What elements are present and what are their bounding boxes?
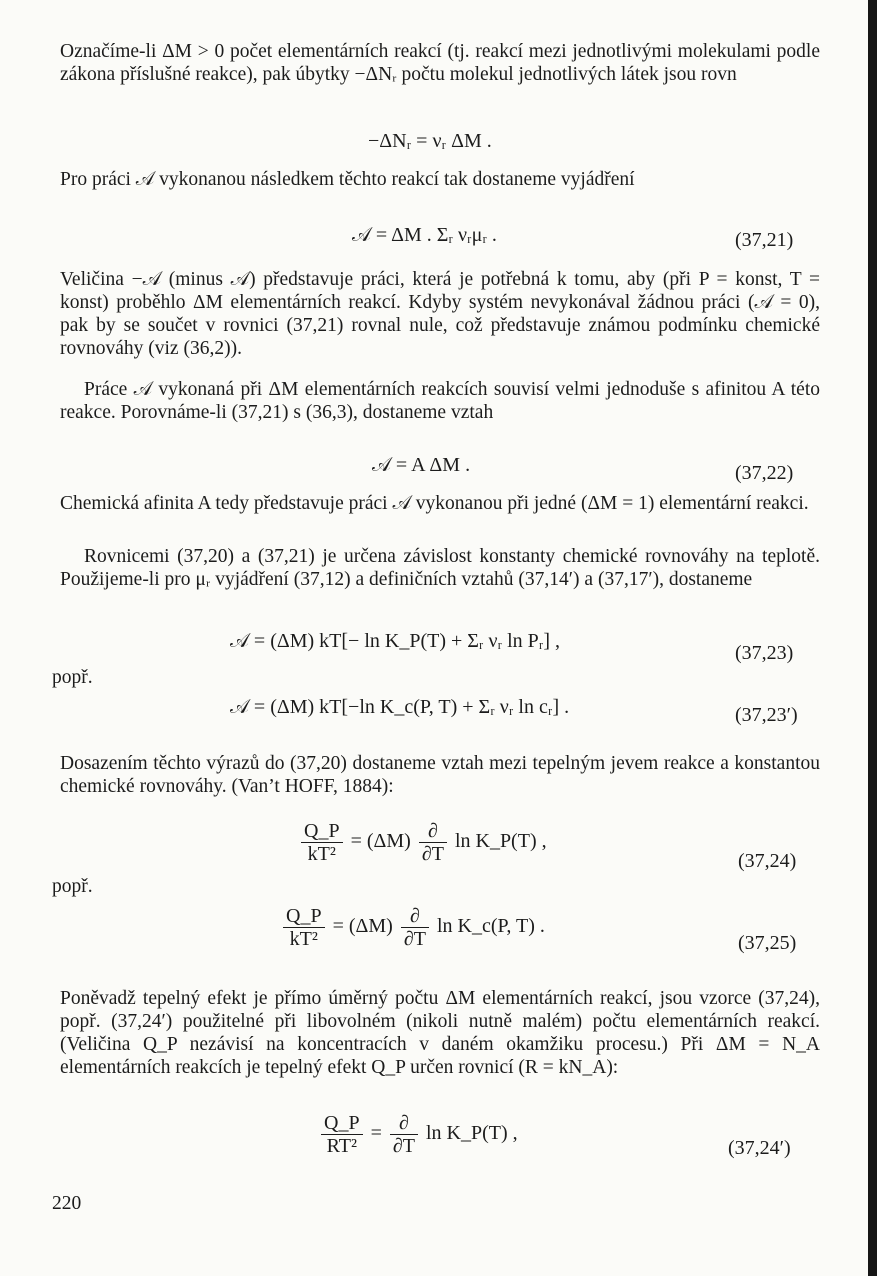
fraction-partial (390, 1112, 418, 1157)
equation-number-37-24-prime: (37,24′) (728, 1137, 791, 1159)
equation-number-37-24: (37,24) (738, 850, 797, 872)
denominator: ∂T (392, 1135, 415, 1157)
equation-37-24 (298, 820, 547, 865)
numerator: Q_P (301, 820, 343, 843)
denominator: kT² (289, 928, 318, 950)
paragraph-3: Veličina −𝒜 (minus 𝒜) představuje práci, která je potřebná k tomu, aby (při P = konst, T = konst) proběhlo ΔM elementárních reakcí. Kdyby systém nevykonával žádnou práci (𝒜 = 0), pak by se součet v rovnici (37,21) rovnal nule, což představuje známou podmínku chemické rovnováhy (viz (36,2)). (60, 269, 820, 359)
equation-rest: ln K_c(P, T) . (436, 915, 545, 938)
page-number: 220 (52, 1193, 82, 1214)
equation-number-37-21: (37,21) (735, 229, 794, 251)
label-popr-1: popř. (52, 667, 93, 688)
paragraph-7: Dosazením těchto výrazů do (37,20) dostaneme vztah mezi tepelným jevem reakce a konstantou chemické rovnováhy. (Van’t HOFF, 1884): (60, 753, 820, 797)
equation-37-24-prime (318, 1112, 518, 1157)
numerator: ∂ (390, 1112, 418, 1135)
equation-37-23: 𝒜 = (ΔM) kT[− ln K_P(T) + Σᵣ νᵣ ln Pᵣ] , (230, 630, 561, 652)
numerator: ∂ (419, 820, 447, 843)
equation-number-37-25: (37,25) (738, 932, 797, 954)
equation-rest: ln K_P(T) , (425, 1122, 518, 1145)
equation-middle: = (370, 1122, 382, 1145)
paragraph-5: Chemická afinita A tedy představuje práci 𝒜 vykonanou při jedné (ΔM = 1) elementární reakci. (60, 493, 809, 514)
equation-delta-n: −ΔNᵣ = νᵣ ΔM . (368, 130, 492, 152)
numerator: Q_P (283, 905, 325, 928)
equation-rest: ln K_P(T) , (454, 830, 547, 853)
paragraph-4: Práce 𝒜 vykonaná při ΔM elementárních reakcích souvisí velmi jednoduše s afinitou A této reakce. Porovnáme-li (37,21) s (36,3), dostaneme vztah (60, 379, 820, 423)
equation-37-22: 𝒜 = A ΔM . (372, 454, 471, 476)
equation-number-37-22: (37,22) (735, 462, 794, 484)
fraction-qp-kt2 (301, 820, 343, 865)
fraction-qp-kt2 (283, 905, 325, 950)
denominator: ∂T (403, 928, 426, 950)
denominator: RT² (326, 1135, 357, 1157)
denominator: ∂T (421, 843, 444, 865)
equation-37-21: 𝒜 = ΔM . Σᵣ νᵣμᵣ . (352, 224, 497, 246)
equation-number-37-23-prime: (37,23′) (735, 704, 798, 726)
paragraph-1: Označíme-li ΔM > 0 počet elementárních reakcí (tj. reakcí mezi jednotlivými molekulami podle zákona příslušné reakce), pak úbytky −ΔNᵣ počtu molekul jednotlivých látek jsou rovn (60, 41, 820, 85)
label-popr-2: popř. (52, 876, 93, 897)
equation-37-25 (280, 905, 545, 950)
paragraph-8: Poněvadž tepelný efekt je přímo úměrný počtu ΔM elementárních reakcí, jsou vzorce (37,24), popř. (37,24′) použitelné při libovolném (nikoli nutně malém) počtu elementárních reakcí. (Veličina Q_P nezávisí na koncentracích v daném okamžiku procesu.) Při ΔM = N_A elementárních reakcích je tepelný efekt Q_P určen rovnicí (R = kN_A): (60, 988, 820, 1078)
fraction-qp-rt2 (321, 1112, 363, 1157)
equation-middle: = (ΔM) (332, 915, 393, 938)
equation-37-23-prime: 𝒜 = (ΔM) kT[−ln K_c(P, T) + Σᵣ νᵣ ln cᵣ] . (230, 696, 570, 718)
equation-middle: = (ΔM) (350, 830, 411, 853)
fraction-partial (401, 905, 429, 950)
equation-number-37-23: (37,23) (735, 642, 794, 664)
paragraph-2: Pro práci 𝒜 vykonanou následkem těchto reakcí tak dostaneme vyjádření (60, 169, 635, 190)
numerator: ∂ (401, 905, 429, 928)
paragraph-6: Rovnicemi (37,20) a (37,21) je určena závislost konstanty chemické rovnováhy na teplotě. Použijeme-li pro μᵣ vyjádření (37,12) a definičních vztahů (37,14′) a (37,17′), dostaneme (60, 546, 820, 590)
denominator: kT² (307, 843, 336, 865)
fraction-partial (419, 820, 447, 865)
page-edge (868, 0, 877, 1276)
numerator: Q_P (321, 1112, 363, 1135)
